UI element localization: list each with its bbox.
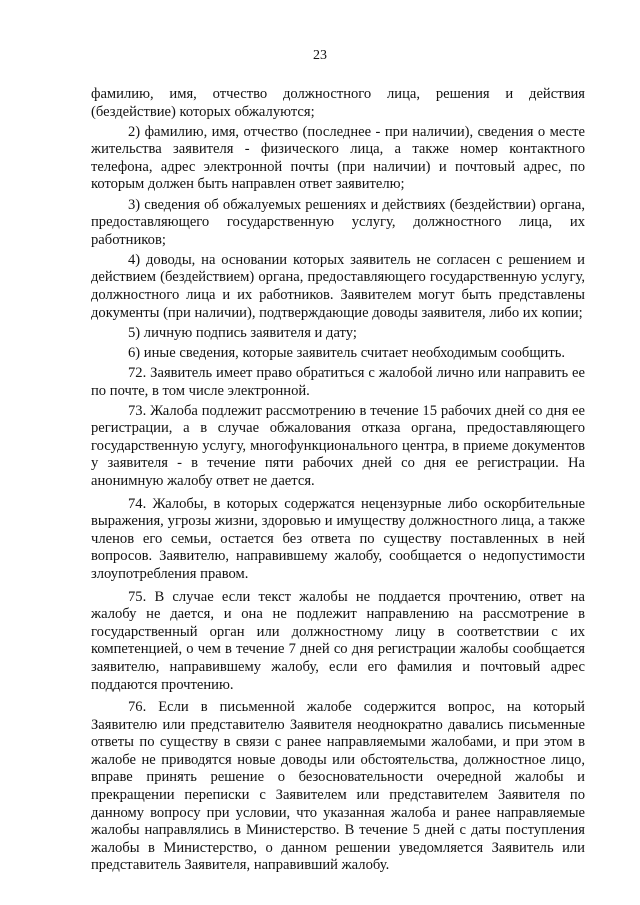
list-item-3: 3) сведения об обжалуемых решениях и действиях (бездействии) органа, предоставляющего государственную услугу, должностного лица, их работников; (91, 196, 585, 248)
clause-74: 74. Жалобы, в которых содержатся нецензурные либо оскорбительные выражения, угрозы жизни, здоровью и имуществу должностного лица, а также членов его семьи, остается без ответа по существу поставленных в ней вопросов. Заявителю, направившему жалобу, сообщается о недопустимости злоупотребления правом. (91, 495, 585, 582)
paragraph-continuation: фамилию, имя, отчество должностного лица, решения и действия (бездействие) которых обжалуются; (91, 86, 585, 120)
clause-72: 72. Заявитель имеет право обратиться с жалобой лично или направить ее по почте, в том числе электронной. (91, 364, 585, 399)
list-item-2: 2) фамилию, имя, отчество (последнее - при наличии), сведения о месте жительства заявителя - физического лица, а также номер контактного телефона, адрес электронной почты (при наличии) и почтовый адрес, по которым должен быть направлен ответ заявителю; (91, 123, 585, 193)
document-body (91, 86, 585, 878)
clause-73: 73. Жалоба подлежит рассмотрению в течение 15 рабочих дней со дня ее регистрации, а в случае обжалования отказа органа, предоставляющего государственную услугу, многофункционального центра, в приеме документов у заявителя - в течение пяти рабочих дней со дня ее регистрации. На анонимную жалобу ответ не дается. (91, 402, 585, 489)
list-item-5: 5) личную подпись заявителя и дату; (128, 324, 357, 341)
list-item-6: 6) иные сведения, которые заявитель считает необходимым сообщить. (128, 344, 566, 361)
clause-75: 75. В случае если текст жалобы не поддается прочтению, ответ на жалобу не дается, и она не подлежит направлению на рассмотрение в государственный орган или должностному лицу в соответствии с их компетенцией, о чем в течение 7 дней со дня регистрации жалобы сообщается заявителю, направившему жалобу, если его фамилия и почтовый адрес поддаются прочтению. (91, 588, 585, 693)
page-number: 23 (313, 48, 327, 63)
list-item-4: 4) доводы, на основании которых заявитель не согласен с решением и действием (бездействием) органа, предоставляющего государственную услугу, должностного лица и их работников. Заявителем могут быть представлены документы (при наличии), подтверждающие доводы заявителя, либо их копии; (91, 251, 585, 321)
clause-76: 76. Если в письменной жалобе содержится вопрос, на который Заявителю или представителю Заявителя неоднократно давались письменные ответы по существу в связи с ранее направляемыми жалобами, и при этом в жалобе не приводятся новые доводы или обстоятельства, должностное лицо, вправе принять решение о безосновательности очередной жалобы и прекращении переписки с Заявителем или представителем Заявителя по данному вопросу при условии, что указанная жалоба и ранее направляемые жалобы направлялись в Министерство. В течение 5 дней с даты поступления жалобы в Министерство, о данном решении уведомляется Заявитель или представитель Заявителя, направивший жалобу. (91, 699, 585, 874)
